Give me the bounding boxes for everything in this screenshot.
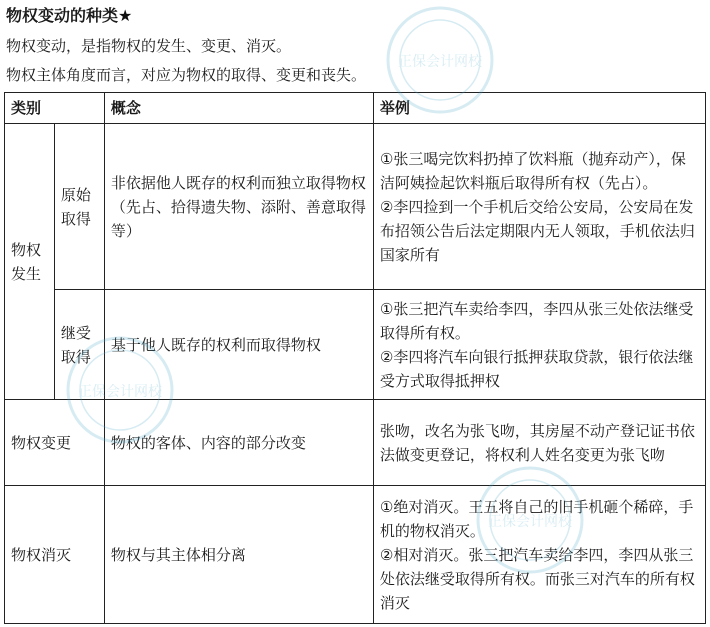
example-item: ②李四将汽车向银行抵押获取贷款，银行依法继受方式取得抵押权 bbox=[379, 347, 694, 390]
row-concept: 基于他人既存的权利而取得物权 bbox=[104, 290, 373, 400]
row-category: 物权消灭 bbox=[5, 486, 105, 624]
property-rights-table bbox=[4, 92, 706, 624]
header-example: 举例 bbox=[373, 93, 705, 124]
row-examples bbox=[373, 486, 705, 624]
table-row bbox=[5, 124, 706, 290]
group-occurrence: 物权发生 bbox=[5, 124, 55, 400]
row-category: 物权变更 bbox=[5, 400, 105, 486]
row-concept: 物权的客体、内容的部分改变 bbox=[104, 400, 373, 486]
example-item: ①张三把汽车卖给李四，李四从张三处依法继受取得所有权。 bbox=[379, 299, 694, 342]
example-item: ①绝对消灭。王五将自己的旧手机砸个稀碎，手机的物权消灭。 bbox=[379, 497, 694, 540]
example-item: ②李四捡到一个手机后交给公安局，公安局在发布招领公告后法定期限内无人领取，手机依法归国家所有 bbox=[379, 197, 695, 264]
row-examples bbox=[373, 290, 705, 400]
example-item: ②相对消灭。张三把汽车卖给李四，李四从张三处依法继受取得所有权。而张三对汽车的所有权消灭 bbox=[379, 545, 695, 612]
row-category: 原始取得 bbox=[54, 124, 104, 290]
row-examples bbox=[373, 400, 705, 486]
svg-text:正保会计网校: 正保会计网校 bbox=[488, 514, 572, 530]
row-examples bbox=[373, 124, 705, 290]
page-title: 物权变动的种类★ bbox=[6, 6, 133, 25]
header-category: 类别 bbox=[5, 93, 105, 124]
intro-line-2: 物权主体角度而言，对应为物权的取得、变更和丧失。 bbox=[6, 66, 367, 84]
table-row bbox=[5, 400, 706, 486]
example-item: 张吻，改名为张飞吻，其房屋不动产登记证书依法做变更登记，将权利人姓名变更为张飞吻 bbox=[379, 421, 695, 464]
row-concept: 非依据他人既存的权利而独立取得物权（先占、拾得遗失物、添附、善意取得等） bbox=[104, 124, 373, 290]
row-concept: 物权与其主体相分离 bbox=[104, 486, 373, 624]
example-item: ①张三喝完饮料扔掉了饮料瓶（抛弃动产），保洁阿姨捡起饮料瓶后取得所有权（先占）。 bbox=[379, 149, 686, 192]
svg-text:正保会计网校: 正保会计网校 bbox=[78, 384, 162, 400]
intro-line-1: 物权变动，是指物权的发生、变更、消灭。 bbox=[6, 37, 292, 55]
header-concept: 概念 bbox=[104, 93, 373, 124]
table-header-row bbox=[5, 93, 706, 124]
table-row bbox=[5, 486, 706, 624]
table-row bbox=[5, 290, 706, 400]
star-icon: ★ bbox=[118, 6, 133, 25]
svg-text:正保会计网校: 正保会计网校 bbox=[398, 54, 482, 70]
row-category: 继受取得 bbox=[54, 290, 104, 400]
